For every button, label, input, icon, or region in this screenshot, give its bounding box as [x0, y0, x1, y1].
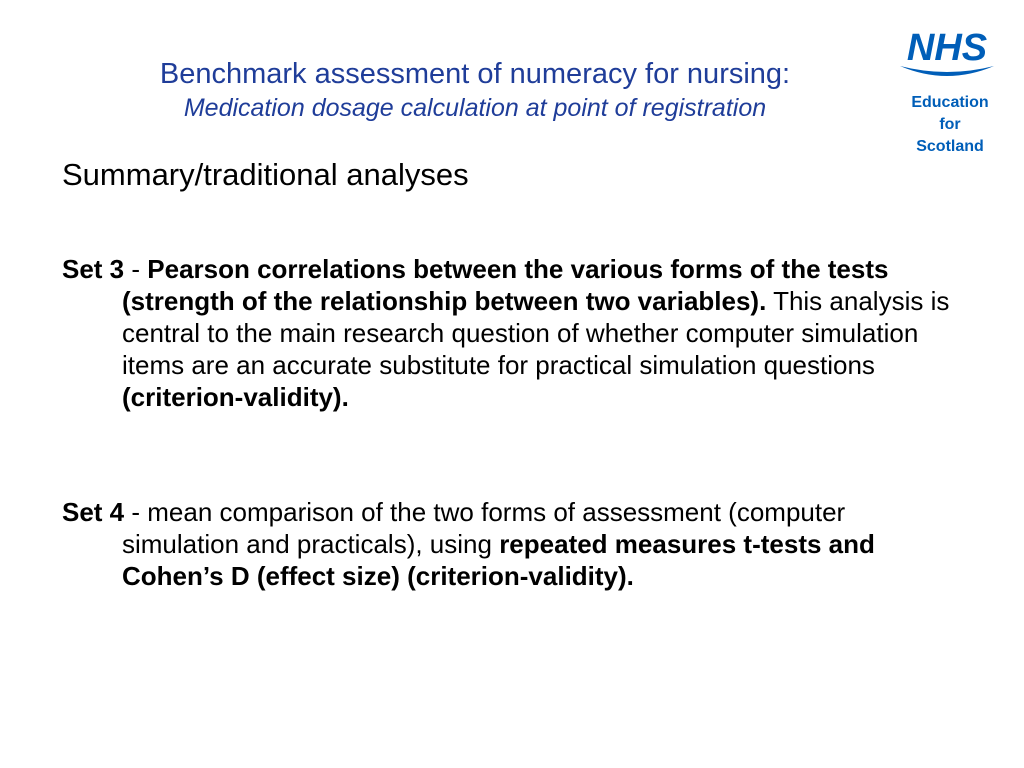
set-4-paragraph [62, 496, 967, 592]
set-4-label: Set 4 [62, 497, 125, 527]
logo-line-education: Education [911, 94, 989, 111]
slide-subtitle: Medication dosage calculation at point of registration [183, 94, 767, 122]
nhs-education-scotland-logo [888, 26, 1012, 166]
nhs-logo-mark [894, 26, 1000, 78]
set-4-text: mean comparison of the two forms of assessment (computer simulation and practicals), using [122, 497, 846, 559]
logo-text [888, 92, 1012, 158]
logo-line-scotland: Scotland [916, 138, 984, 155]
slide-title-block [60, 56, 890, 124]
set-3-paragraph [62, 253, 967, 413]
set-3-text: This analysis is central to the main research question of whether computer simulation items are an accurate substitute for practical simulation questions [122, 286, 950, 380]
set-3-separator: - [124, 254, 148, 284]
set-4-separator: - [124, 497, 148, 527]
set-4-bold-text: repeated measures t-tests and Cohen’s D (effect size) (criterion-validity). [122, 529, 875, 591]
set-3-bold-text: Pearson correlations between the various forms of the tests (strength of the relationship between two variables). [122, 254, 889, 316]
section-heading: Summary/traditional analyses [62, 157, 469, 192]
nhs-wordmark: NHS [906, 27, 988, 69]
set-3-bold-end: (criterion-validity). [122, 382, 349, 412]
set-3-label: Set 3 [62, 254, 125, 284]
logo-line-for: for [939, 116, 961, 133]
slide-title: Benchmark assessment of numeracy for nursing: [159, 58, 791, 90]
